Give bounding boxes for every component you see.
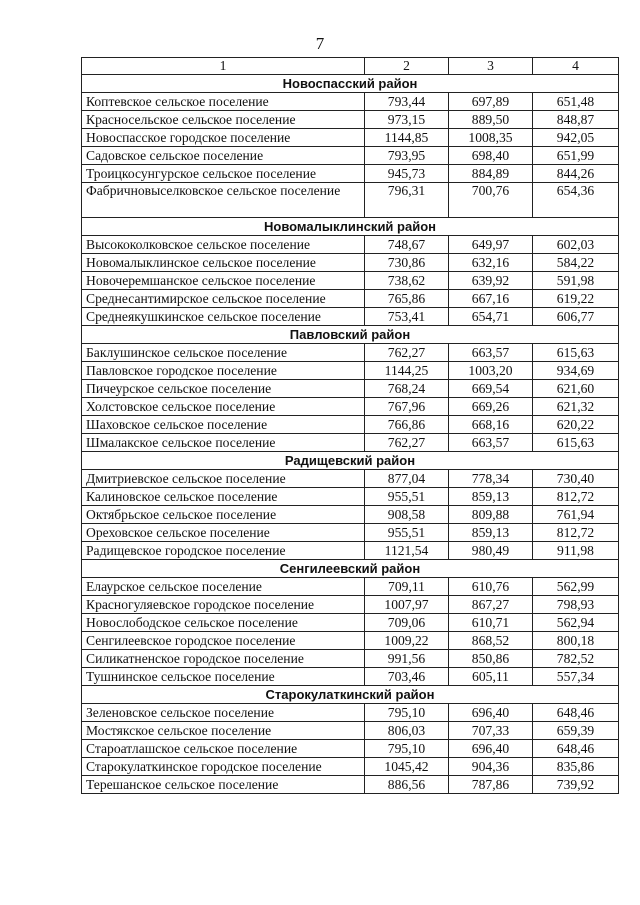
value-col-4: 584,22 xyxy=(533,254,619,272)
value-col-2: 796,31 xyxy=(365,183,449,218)
value-col-2: 793,44 xyxy=(365,93,449,111)
value-col-2: 762,27 xyxy=(365,434,449,452)
value-col-2: 767,96 xyxy=(365,398,449,416)
value-col-2: 730,86 xyxy=(365,254,449,272)
district-name: Радищевский район xyxy=(82,452,619,470)
table-row xyxy=(82,668,619,686)
value-col-2: 1007,97 xyxy=(365,596,449,614)
settlement-name: Силикатненское городское поселение xyxy=(82,650,365,668)
value-col-2: 765,86 xyxy=(365,290,449,308)
value-col-4: 798,93 xyxy=(533,596,619,614)
value-col-3: 889,50 xyxy=(449,111,533,129)
value-col-3: 859,13 xyxy=(449,488,533,506)
value-col-4: 800,18 xyxy=(533,632,619,650)
value-col-3: 669,54 xyxy=(449,380,533,398)
value-col-3: 859,13 xyxy=(449,524,533,542)
value-col-3: 904,36 xyxy=(449,758,533,776)
value-col-4: 761,94 xyxy=(533,506,619,524)
value-col-3: 639,92 xyxy=(449,272,533,290)
table-row xyxy=(82,470,619,488)
table-row xyxy=(82,542,619,560)
settlement-name: Радищевское городское поселение xyxy=(82,542,365,560)
district-name: Сенгилеевский район xyxy=(82,560,619,578)
value-col-4: 659,39 xyxy=(533,722,619,740)
district-header-row xyxy=(82,75,619,93)
table-row xyxy=(82,165,619,183)
page-number: 7 xyxy=(315,34,325,53)
value-col-4: 615,63 xyxy=(533,434,619,452)
value-col-2: 877,04 xyxy=(365,470,449,488)
header-cell: 3 xyxy=(449,58,533,75)
value-col-4: 619,22 xyxy=(533,290,619,308)
settlement-name: Коптевское сельское поселение xyxy=(82,93,365,111)
value-col-2: 793,95 xyxy=(365,147,449,165)
settlement-name: Новоспасское городское поселение xyxy=(82,129,365,147)
value-col-2: 748,67 xyxy=(365,236,449,254)
table-row xyxy=(82,362,619,380)
header-row xyxy=(82,58,619,75)
table-row xyxy=(82,578,619,596)
table-row xyxy=(82,380,619,398)
value-col-4: 606,77 xyxy=(533,308,619,326)
settlement-name: Фабричновыселковское сельское поселение xyxy=(82,183,365,218)
value-col-3: 980,49 xyxy=(449,542,533,560)
value-col-2: 955,51 xyxy=(365,524,449,542)
value-col-4: 648,46 xyxy=(533,740,619,758)
header-cell: 1 xyxy=(82,58,365,75)
value-col-2: 1009,22 xyxy=(365,632,449,650)
value-col-2: 795,10 xyxy=(365,740,449,758)
district-header-row xyxy=(82,452,619,470)
value-col-4: 621,60 xyxy=(533,380,619,398)
settlement-name: Высококолковское сельское поселение xyxy=(82,236,365,254)
value-col-3: 654,71 xyxy=(449,308,533,326)
value-col-4: 615,63 xyxy=(533,344,619,362)
value-col-3: 669,26 xyxy=(449,398,533,416)
district-name: Новоспасский район xyxy=(82,75,619,93)
table-row xyxy=(82,129,619,147)
value-col-4: 844,26 xyxy=(533,165,619,183)
value-col-2: 908,58 xyxy=(365,506,449,524)
table-row xyxy=(82,704,619,722)
value-col-2: 762,27 xyxy=(365,344,449,362)
table-row xyxy=(82,722,619,740)
tariff-table xyxy=(81,57,619,794)
value-col-2: 703,46 xyxy=(365,668,449,686)
value-col-3: 668,16 xyxy=(449,416,533,434)
value-col-4: 651,99 xyxy=(533,147,619,165)
settlement-name: Дмитриевское сельское поселение xyxy=(82,470,365,488)
value-col-4: 934,69 xyxy=(533,362,619,380)
value-col-4: 812,72 xyxy=(533,524,619,542)
value-col-4: 942,05 xyxy=(533,129,619,147)
table-row xyxy=(82,183,619,218)
table-row xyxy=(82,614,619,632)
table-row xyxy=(82,488,619,506)
value-col-4: 648,46 xyxy=(533,704,619,722)
settlement-name: Тушнинское сельское поселение xyxy=(82,668,365,686)
settlement-name: Троицкосунгурское сельское поселение xyxy=(82,165,365,183)
table-row xyxy=(82,254,619,272)
value-col-3: 610,76 xyxy=(449,578,533,596)
table-row xyxy=(82,596,619,614)
value-col-4: 848,87 xyxy=(533,111,619,129)
value-col-2: 768,24 xyxy=(365,380,449,398)
value-col-2: 991,56 xyxy=(365,650,449,668)
table-row xyxy=(82,434,619,452)
value-col-3: 605,11 xyxy=(449,668,533,686)
table-row xyxy=(82,111,619,129)
settlement-name: Пичеурское сельское поселение xyxy=(82,380,365,398)
settlement-name: Садовское сельское поселение xyxy=(82,147,365,165)
settlement-name: Старокулаткинское городское поселение xyxy=(82,758,365,776)
district-name: Павловский район xyxy=(82,326,619,344)
settlement-name: Староатлашское сельское поселение xyxy=(82,740,365,758)
table-row xyxy=(82,758,619,776)
value-col-4: 620,22 xyxy=(533,416,619,434)
value-col-2: 753,41 xyxy=(365,308,449,326)
value-col-3: 610,71 xyxy=(449,614,533,632)
table-row xyxy=(82,272,619,290)
value-col-4: 739,92 xyxy=(533,776,619,794)
settlement-name: Елаурское сельское поселение xyxy=(82,578,365,596)
settlement-name: Шаховское сельское поселение xyxy=(82,416,365,434)
settlement-name: Красносельское сельское поселение xyxy=(82,111,365,129)
value-col-4: 621,32 xyxy=(533,398,619,416)
value-col-3: 649,97 xyxy=(449,236,533,254)
value-col-3: 696,40 xyxy=(449,740,533,758)
value-col-2: 955,51 xyxy=(365,488,449,506)
settlement-name: Ореховское сельское поселение xyxy=(82,524,365,542)
value-col-2: 1144,25 xyxy=(365,362,449,380)
value-col-4: 782,52 xyxy=(533,650,619,668)
value-col-4: 651,48 xyxy=(533,93,619,111)
value-col-3: 787,86 xyxy=(449,776,533,794)
table-row xyxy=(82,93,619,111)
table-row xyxy=(82,398,619,416)
value-col-4: 591,98 xyxy=(533,272,619,290)
settlement-name: Октябрьское сельское поселение xyxy=(82,506,365,524)
district-header-row xyxy=(82,326,619,344)
value-col-3: 663,57 xyxy=(449,344,533,362)
value-col-2: 1121,54 xyxy=(365,542,449,560)
district-name: Новомалыклинский район xyxy=(82,218,619,236)
table-row xyxy=(82,524,619,542)
value-col-3: 778,34 xyxy=(449,470,533,488)
value-col-3: 697,89 xyxy=(449,93,533,111)
value-col-3: 868,52 xyxy=(449,632,533,650)
table-row xyxy=(82,416,619,434)
value-col-2: 1144,85 xyxy=(365,129,449,147)
value-col-3: 667,16 xyxy=(449,290,533,308)
value-col-3: 698,40 xyxy=(449,147,533,165)
value-col-2: 709,11 xyxy=(365,578,449,596)
settlement-name: Среднеякушкинское сельское поселение xyxy=(82,308,365,326)
settlement-name: Шмалакское сельское поселение xyxy=(82,434,365,452)
value-col-4: 911,98 xyxy=(533,542,619,560)
header-cell: 4 xyxy=(533,58,619,75)
value-col-3: 850,86 xyxy=(449,650,533,668)
district-name: Старокулаткинский район xyxy=(82,686,619,704)
value-col-4: 835,86 xyxy=(533,758,619,776)
value-col-2: 806,03 xyxy=(365,722,449,740)
district-header-row xyxy=(82,686,619,704)
settlement-name: Терешанское сельское поселение xyxy=(82,776,365,794)
settlement-name: Зеленовское сельское поселение xyxy=(82,704,365,722)
value-col-3: 663,57 xyxy=(449,434,533,452)
table-row xyxy=(82,147,619,165)
settlement-name: Новослободское сельское поселение xyxy=(82,614,365,632)
value-col-3: 632,16 xyxy=(449,254,533,272)
value-col-2: 795,10 xyxy=(365,704,449,722)
value-col-2: 945,73 xyxy=(365,165,449,183)
table-row xyxy=(82,290,619,308)
settlement-name: Павловское городское поселение xyxy=(82,362,365,380)
table-row xyxy=(82,632,619,650)
table-row xyxy=(82,776,619,794)
value-col-2: 886,56 xyxy=(365,776,449,794)
value-col-3: 707,33 xyxy=(449,722,533,740)
value-col-2: 1045,42 xyxy=(365,758,449,776)
table-row xyxy=(82,308,619,326)
header-cell: 2 xyxy=(365,58,449,75)
value-col-2: 709,06 xyxy=(365,614,449,632)
district-header-row xyxy=(82,560,619,578)
value-col-3: 1003,20 xyxy=(449,362,533,380)
value-col-3: 700,76 xyxy=(449,183,533,218)
settlement-name: Среднесантимирское сельское поселение xyxy=(82,290,365,308)
value-col-3: 884,89 xyxy=(449,165,533,183)
value-col-4: 602,03 xyxy=(533,236,619,254)
value-col-4: 557,34 xyxy=(533,668,619,686)
table-row xyxy=(82,650,619,668)
district-header-row xyxy=(82,218,619,236)
value-col-2: 738,62 xyxy=(365,272,449,290)
settlement-name: Новомалыклинское сельское поселение xyxy=(82,254,365,272)
settlement-name: Холстовское сельское поселение xyxy=(82,398,365,416)
settlement-name: Красногуляевское городское поселение xyxy=(82,596,365,614)
table-body xyxy=(82,58,619,794)
value-col-4: 654,36 xyxy=(533,183,619,218)
table-row xyxy=(82,344,619,362)
value-col-2: 973,15 xyxy=(365,111,449,129)
value-col-3: 696,40 xyxy=(449,704,533,722)
value-col-2: 766,86 xyxy=(365,416,449,434)
value-col-3: 867,27 xyxy=(449,596,533,614)
value-col-3: 1008,35 xyxy=(449,129,533,147)
settlement-name: Баклушинское сельское поселение xyxy=(82,344,365,362)
table-row xyxy=(82,740,619,758)
settlement-name: Сенгилеевское городское поселение xyxy=(82,632,365,650)
value-col-3: 809,88 xyxy=(449,506,533,524)
value-col-4: 562,94 xyxy=(533,614,619,632)
settlement-name: Мостякское сельское поселение xyxy=(82,722,365,740)
settlement-name: Новочеремшанское сельское поселение xyxy=(82,272,365,290)
table-row xyxy=(82,236,619,254)
value-col-4: 562,99 xyxy=(533,578,619,596)
settlement-name: Калиновское сельское поселение xyxy=(82,488,365,506)
table-row xyxy=(82,506,619,524)
value-col-4: 812,72 xyxy=(533,488,619,506)
value-col-4: 730,40 xyxy=(533,470,619,488)
